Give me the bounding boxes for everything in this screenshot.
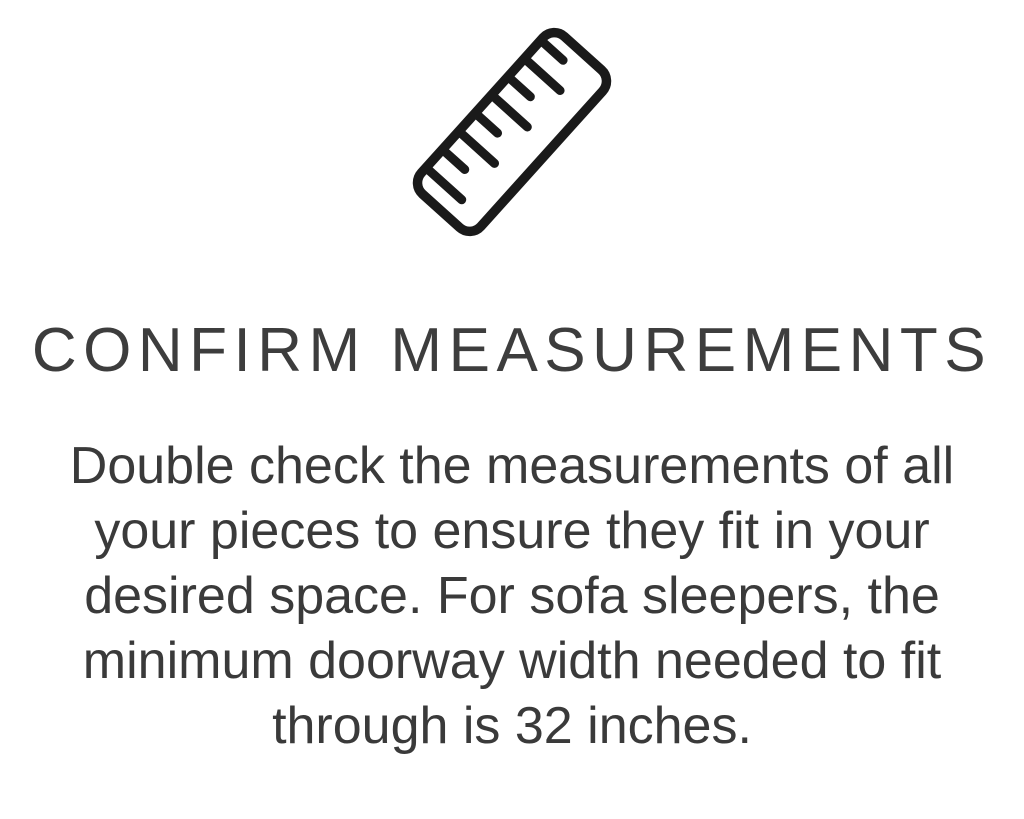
description-line: desired space. For sofa sleepers, the: [84, 567, 940, 625]
ruler-icon: [402, 16, 622, 248]
description-line: your pieces to ensure they fit in your: [94, 502, 930, 560]
description-line: Double check the measurements of all: [69, 437, 955, 495]
description-line: minimum doorway width needed to fit: [82, 632, 942, 690]
description-line: through is 32 inches.: [272, 697, 752, 755]
ruler-icon-svg: [402, 16, 622, 248]
page-title: CONFIRM MEASUREMENTS: [31, 316, 993, 385]
measurements-description: [70, 434, 954, 759]
